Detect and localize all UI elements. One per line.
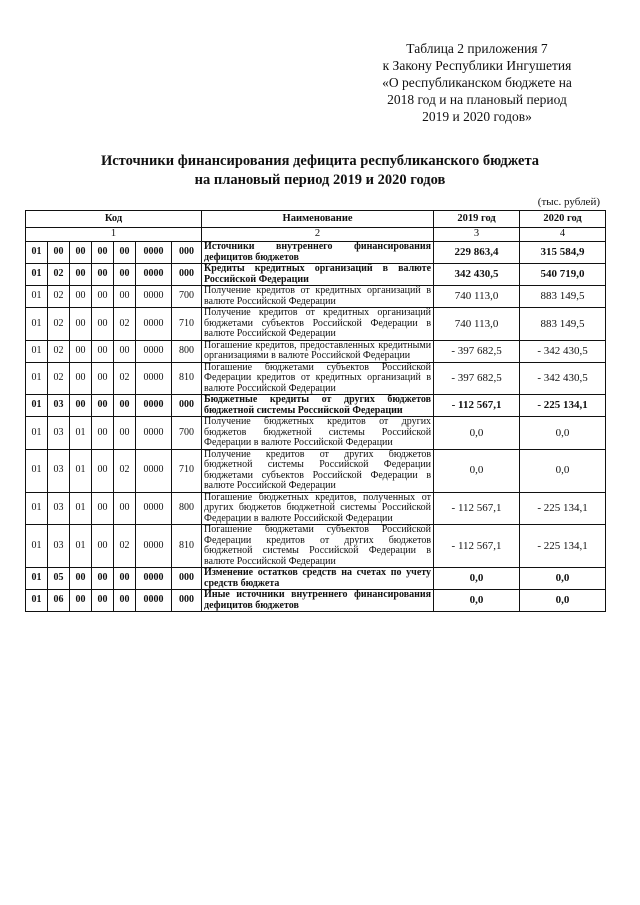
code-cell: 02 [114,449,136,492]
code-cell: 800 [172,340,202,362]
code-cell: 05 [48,568,70,590]
appendix-line: 2018 год и на плановый период [387,92,567,107]
code-cell: 700 [172,417,202,450]
code-cell: 01 [26,449,48,492]
code-cell: 00 [114,395,136,417]
code-cell: 03 [48,525,70,568]
value-2020-cell: 883 149,5 [520,286,606,308]
value-2019-cell: 0,0 [434,449,520,492]
name-cell: Погашение бюджетами субъектов Российской Федерации кредитов от других бюджетов бюджетной системы Российской Федерации в валюте Российской Федерации [202,525,434,568]
code-cell: 0000 [136,525,172,568]
table-row [26,242,606,264]
code-cell: 000 [172,590,202,612]
value-2020-cell: - 342 430,5 [520,340,606,362]
code-cell: 00 [70,242,92,264]
value-2020-cell: 315 584,9 [520,242,606,264]
column-number: 1 [26,228,202,242]
value-2019-cell: 229 863,4 [434,242,520,264]
code-cell: 00 [70,568,92,590]
code-cell: 00 [114,340,136,362]
code-cell: 00 [70,340,92,362]
code-cell: 02 [48,340,70,362]
units-note: (тыс. рублей) [537,196,600,208]
code-cell: 01 [26,568,48,590]
code-cell: 00 [92,340,114,362]
code-cell: 0000 [136,449,172,492]
code-cell: 810 [172,525,202,568]
header-2019: 2019 год [434,211,520,228]
name-cell: Получение бюджетных кредитов от других бюджетов бюджетной системы Российской Федерации в валюте Российской Федерации [202,417,434,450]
code-cell: 00 [92,362,114,395]
code-cell: 01 [26,242,48,264]
value-2019-cell: - 112 567,1 [434,492,520,525]
value-2019-cell: 740 113,0 [434,286,520,308]
code-cell: 02 [114,362,136,395]
code-cell: 00 [92,525,114,568]
name-cell: Получение кредитов от других бюджетов бюджетной системы Российской Федерации бюджетами субъектов Российской Федерации в валюте Российской Федерации [202,449,434,492]
code-cell: 00 [114,264,136,286]
code-cell: 0000 [136,242,172,264]
header-2020: 2020 год [520,211,606,228]
appendix-note [362,40,592,125]
code-cell: 01 [26,340,48,362]
code-cell: 02 [48,362,70,395]
table-row [26,308,606,341]
value-2019-cell: - 112 567,1 [434,395,520,417]
code-cell: 0000 [136,417,172,450]
table-row [26,568,606,590]
appendix-line: к Закону Республики Ингушетия [382,58,572,73]
code-cell: 00 [92,449,114,492]
code-cell: 00 [92,308,114,341]
table-body [26,242,606,612]
code-cell: 710 [172,449,202,492]
header-name: Наименование [202,211,434,228]
name-cell: Бюджетные кредиты от других бюджетов бюджетной системы Российской Федерации [202,395,434,417]
title-line-1: Источники финансирования дефицита республиканского бюджета [100,153,540,169]
code-cell: 0000 [136,362,172,395]
code-cell: 0000 [136,340,172,362]
code-cell: 0000 [136,395,172,417]
value-2020-cell: - 225 134,1 [520,395,606,417]
code-cell: 03 [48,395,70,417]
appendix-line: 2019 и 2020 годов» [422,109,532,124]
code-cell: 0000 [136,286,172,308]
column-number: 3 [434,228,520,242]
code-cell: 00 [92,395,114,417]
value-2019-cell: 0,0 [434,568,520,590]
code-cell: 00 [70,286,92,308]
code-cell: 00 [114,590,136,612]
code-cell: 02 [48,286,70,308]
value-2020-cell: 0,0 [520,449,606,492]
code-cell: 00 [70,308,92,341]
code-cell: 01 [26,286,48,308]
value-2020-cell: 0,0 [520,568,606,590]
code-cell: 00 [92,417,114,450]
code-cell: 0000 [136,492,172,525]
table-row [26,449,606,492]
table-row [26,417,606,450]
code-cell: 00 [114,568,136,590]
code-cell: 800 [172,492,202,525]
code-cell: 00 [92,590,114,612]
code-cell: 02 [48,308,70,341]
code-cell: 00 [70,362,92,395]
code-cell: 00 [70,264,92,286]
table-row [26,395,606,417]
code-cell: 00 [114,242,136,264]
code-cell: 00 [70,590,92,612]
value-2019-cell: 342 430,5 [434,264,520,286]
code-cell: 0000 [136,308,172,341]
code-cell: 00 [92,264,114,286]
name-cell: Изменение остатков средств на счетах по учету средств бюджета [202,568,434,590]
code-cell: 01 [26,395,48,417]
name-cell: Погашение бюджетами субъектов Российской Федерации кредитов от кредитных организаций в валюте Российской Федерации [202,362,434,395]
code-cell: 000 [172,395,202,417]
table-row [26,340,606,362]
column-number: 4 [520,228,606,242]
value-2019-cell: - 397 682,5 [434,362,520,395]
name-cell: Иные источники внутреннего финансирования дефицитов бюджетов [202,590,434,612]
code-cell: 000 [172,264,202,286]
code-cell: 00 [70,395,92,417]
code-cell: 01 [26,417,48,450]
financing-sources-table [25,210,606,612]
code-cell: 01 [70,492,92,525]
code-cell: 00 [114,492,136,525]
code-cell: 01 [26,525,48,568]
code-cell: 00 [92,568,114,590]
code-cell: 01 [26,308,48,341]
code-cell: 0000 [136,568,172,590]
code-cell: 01 [70,525,92,568]
appendix-line: Таблица 2 приложения 7 [406,41,548,56]
value-2020-cell: 540 719,0 [520,264,606,286]
code-cell: 02 [48,264,70,286]
value-2019-cell: - 397 682,5 [434,340,520,362]
value-2019-cell: 0,0 [434,417,520,450]
appendix-line: «О республиканском бюджете на [382,75,572,90]
name-cell: Погашение бюджетных кредитов, полученных от других бюджетов бюджетной системы Российской Федерации в валюте Российской Федерации [202,492,434,525]
column-number: 2 [202,228,434,242]
code-cell: 03 [48,417,70,450]
code-cell: 000 [172,568,202,590]
name-cell: Кредиты кредитных организаций в валюте Российской Федерации [202,264,434,286]
table-row [26,264,606,286]
code-cell: 810 [172,362,202,395]
table-row [26,590,606,612]
title-line-2: на плановый период 2019 и 2020 годов [194,172,446,188]
code-cell: 01 [26,492,48,525]
code-cell: 000 [172,242,202,264]
code-cell: 00 [48,242,70,264]
code-cell: 700 [172,286,202,308]
value-2020-cell: - 225 134,1 [520,525,606,568]
code-cell: 0000 [136,264,172,286]
value-2020-cell: 0,0 [520,590,606,612]
table-row [26,525,606,568]
name-cell: Получение кредитов от кредитных организаций в валюте Российской Федерации [202,286,434,308]
code-cell: 02 [114,308,136,341]
header-code: Код [26,211,202,228]
code-cell: 01 [70,417,92,450]
table-row [26,492,606,525]
code-cell: 710 [172,308,202,341]
table-row [26,362,606,395]
code-cell: 06 [48,590,70,612]
code-cell: 00 [92,286,114,308]
value-2019-cell: 0,0 [434,590,520,612]
code-cell: 00 [92,242,114,264]
code-cell: 00 [92,492,114,525]
value-2020-cell: - 225 134,1 [520,492,606,525]
code-cell: 01 [26,362,48,395]
code-cell: 00 [114,286,136,308]
value-2020-cell: 0,0 [520,417,606,450]
code-cell: 01 [26,590,48,612]
code-cell: 03 [48,492,70,525]
value-2020-cell: - 342 430,5 [520,362,606,395]
value-2019-cell: - 112 567,1 [434,525,520,568]
code-cell: 01 [70,449,92,492]
name-cell: Погашение кредитов, предоставленных кредитными организациями в валюте Российской Федерации [202,340,434,362]
code-cell: 02 [114,525,136,568]
document-title [60,152,580,190]
name-cell: Получение кредитов от кредитных организаций бюджетами субъектов Российской Федерации в валюте Российской Федерации [202,308,434,341]
value-2020-cell: 883 149,5 [520,308,606,341]
value-2019-cell: 740 113,0 [434,308,520,341]
name-cell: Источники внутреннего финансирования дефицитов бюджетов [202,242,434,264]
code-cell: 0000 [136,590,172,612]
code-cell: 03 [48,449,70,492]
table-row [26,286,606,308]
code-cell: 01 [26,264,48,286]
code-cell: 00 [114,417,136,450]
